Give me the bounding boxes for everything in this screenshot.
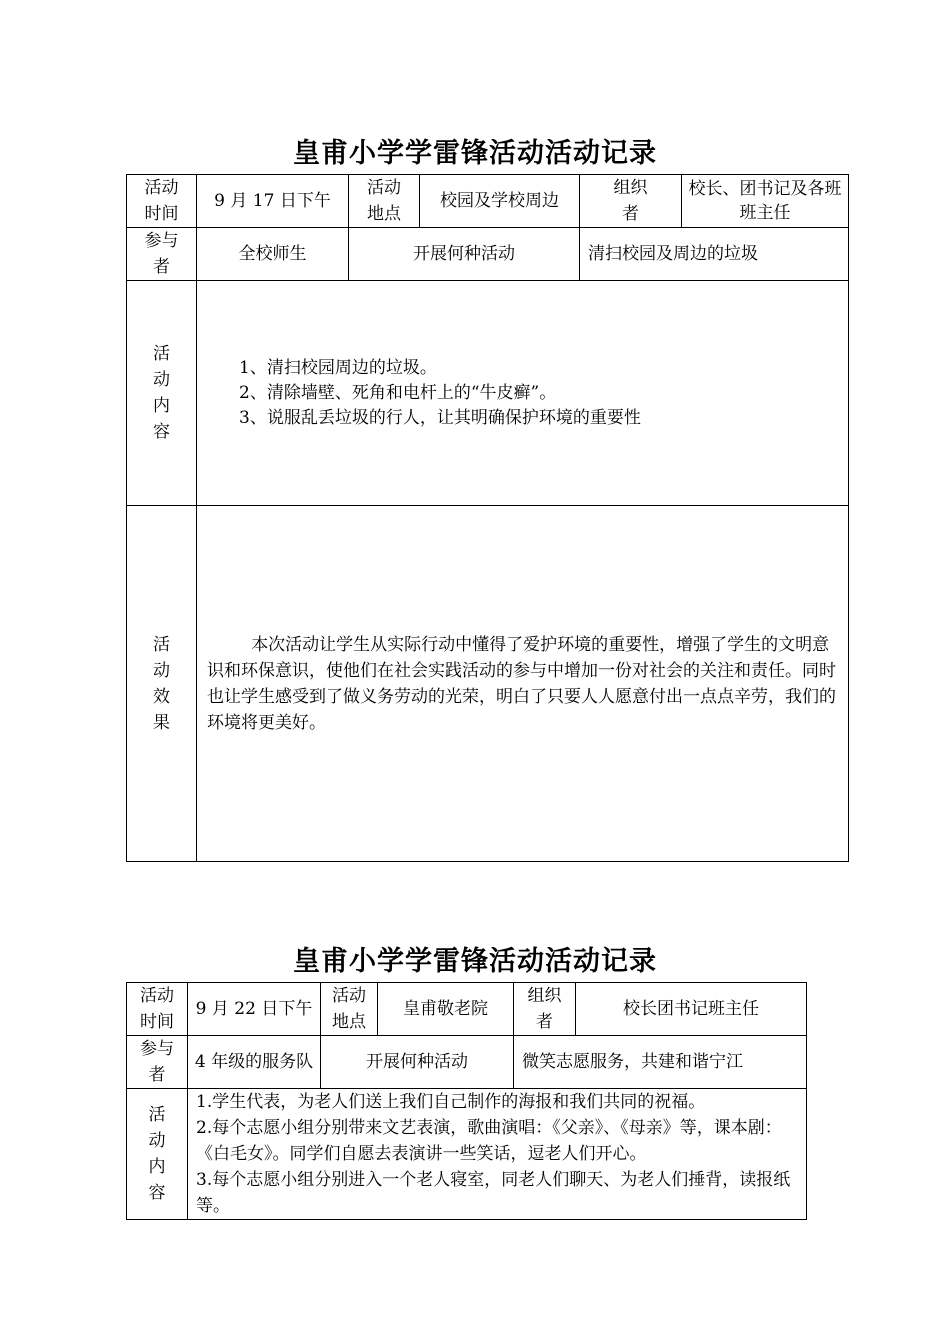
record1-time-value: 9 月 17 日下午 <box>197 175 349 228</box>
record2-time-label: 活动时间 <box>127 983 188 1036</box>
record1-place-value: 校园及学校周边 <box>420 175 580 228</box>
list-item: 1、清扫校园周边的垃圾。 <box>239 357 437 378</box>
list-item: 3、说服乱丢垃圾的行人，让其明确保护环境的重要性 <box>239 407 641 428</box>
record2-place-label: 活动地点 <box>321 983 378 1036</box>
record1-title: 皇甫小学学雷锋活动活动记录 <box>293 138 657 169</box>
record2-participants-label: 参与者 <box>127 1036 188 1089</box>
record2-time-value: 9 月 22 日下午 <box>188 983 321 1036</box>
record2-organizer-label: 组织者 <box>514 983 576 1036</box>
record1-content-label: 活动内容 <box>127 281 197 506</box>
list-item: 3.每个志愿小组分别进入一个老人寝室，同老人们聊天、为老人们捶背，读报纸等。 <box>196 1170 791 1216</box>
record1-organizer-label: 组织者 <box>580 175 682 228</box>
record1-activity-type-value: 清扫校园及周边的垃圾 <box>580 228 849 281</box>
record2-organizer-value: 校长团书记班主任 <box>576 983 807 1036</box>
list-item: 1.学生代表，为老人们送上我们自己制作的海报和我们共同的祝福。 <box>196 1092 706 1112</box>
record2-title: 皇甫小学学雷锋活动活动记录 <box>293 946 657 977</box>
record2-table <box>126 982 807 1220</box>
list-item: 2.每个志愿小组分别带来文艺表演，歌曲演唱：《父亲》、《母亲》等，课本剧：《白毛女》。同学们自愿去表演讲一些笑话，逗老人们开心。 <box>196 1118 782 1164</box>
record1-effect-text: 本次活动让学生从实际行动中懂得了爱护环境的重要性，增强了学生的文明意识和环保意识，使他们在社会实践活动的参与中增加一份对社会的关注和责任。同时也让学生感受到了做义务劳动的光荣，明白了只要人人愿意付出一点点辛劳，我们的环境将更美好。 <box>197 506 849 862</box>
record1-place-label: 活动地点 <box>349 175 420 228</box>
record1-effect-label: 活动效果 <box>127 506 197 862</box>
record1-activity-type-label: 开展何种活动 <box>349 228 580 281</box>
record1-participants-value: 全校师生 <box>197 228 349 281</box>
record1-participants-label: 参与者 <box>127 228 197 281</box>
record1-organizer-value: 校长、团书记及各班班主任 <box>682 175 849 228</box>
record1-content-list <box>197 281 849 506</box>
record2-content-label: 活动内容 <box>127 1089 188 1220</box>
record2-content-list <box>188 1089 807 1220</box>
record1-time-label: 活动时间 <box>127 175 197 228</box>
record1-table <box>126 174 849 862</box>
record2-participants-value: 4 年级的服务队 <box>188 1036 321 1089</box>
record2-activity-type-label: 开展何种活动 <box>321 1036 514 1089</box>
record2-place-value: 皇甫敬老院 <box>378 983 514 1036</box>
list-item: 2、清除墙壁、死角和电杆上的“牛皮癣”。 <box>239 382 557 403</box>
record2-activity-type-value: 微笑志愿服务，共建和谐宁江 <box>514 1036 807 1089</box>
